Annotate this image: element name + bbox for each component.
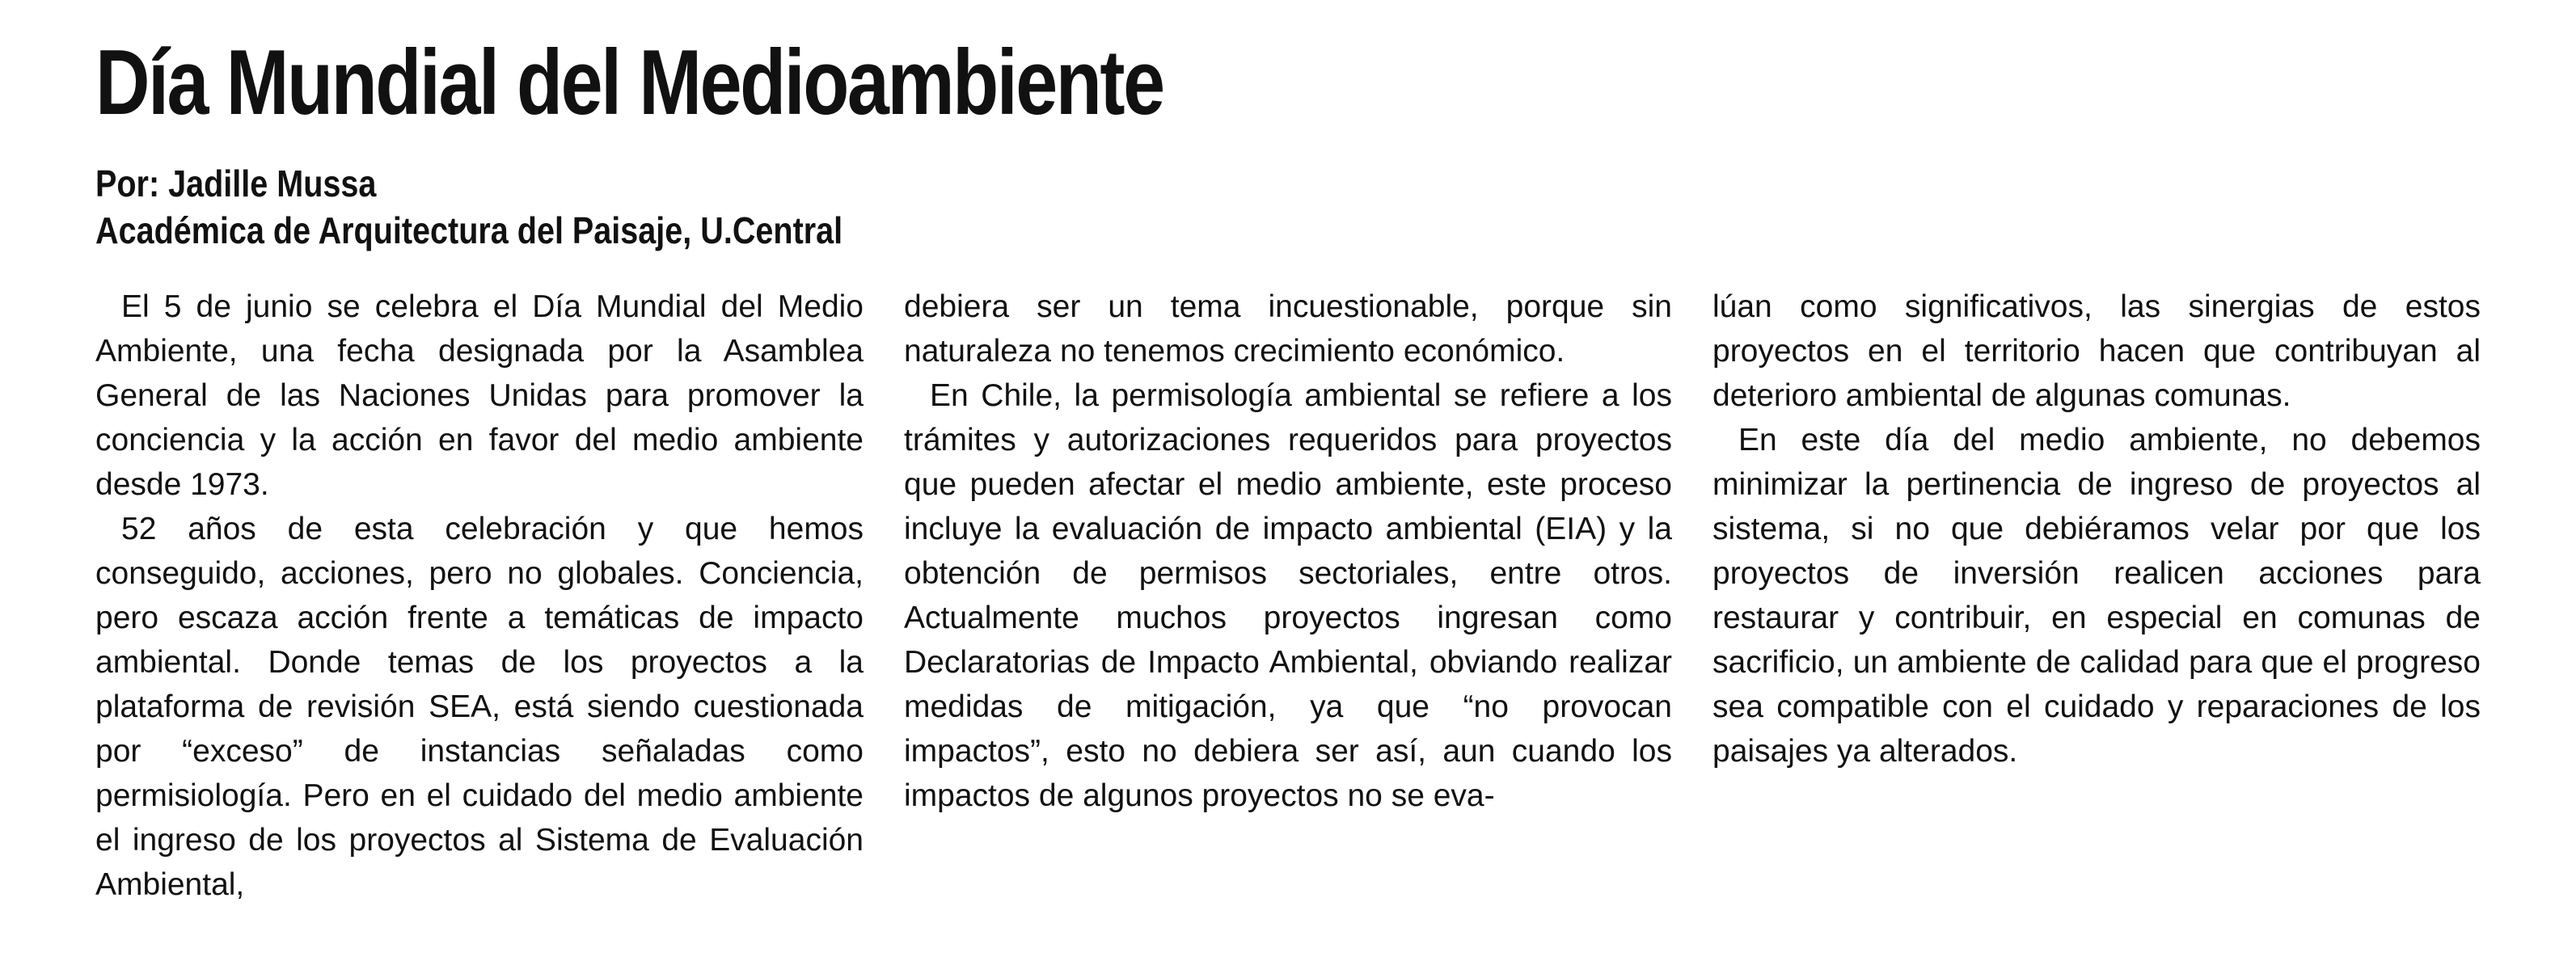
article-page	[95, 0, 2489, 978]
body-column-2	[904, 285, 1672, 818]
paragraph-continued: debiera ser un tema incuestionable, porque sin naturaleza no tenemos crecimiento económico.	[904, 289, 1672, 369]
article-title: Día Mundial del Medioambiente	[95, 32, 1163, 134]
body-column-3	[1712, 285, 2481, 774]
article-body	[95, 285, 2489, 902]
byline	[95, 160, 842, 254]
affiliation-line: Académica de Arquitectura del Paisaje, U.Central	[95, 209, 843, 251]
paragraph-continued: lúan como significativos, las sinergias de estos proyectos en el territorio hacen que contribuyan al deterioro ambiental de algunas comunas.	[1712, 289, 2481, 413]
body-column-1	[95, 285, 864, 907]
paragraph: El 5 de junio se celebra el Día Mundial del Medio Ambiente, una fecha designada por la Asamblea General de las Naciones Unidas para promover la conciencia y la acción en favor del medio ambiente desde 1973.	[95, 289, 864, 502]
paragraph: 52 años de esta celebración y que hemos conseguido, acciones, pero no globales. Conciencia, pero escaza acción frente a temáticas de impacto ambiental. Donde temas de los proyectos a la plataforma de revisión SEA, está siendo cuestionada por “exceso” de instancias señaladas como permisiología. Pero en el cuidado del medio ambiente el ingreso de los proyectos al Sistema de Evaluación Ambiental,	[95, 512, 864, 902]
author-line: Por: Jadille Mussa	[95, 162, 377, 204]
paragraph: En este día del medio ambiente, no debemos minimizar la pertinencia de ingreso de proyectos al sistema, si no que debiéramos velar por que los proyectos de inversión realicen acciones para restaurar y contribuir, en especial en comunas de sacrificio, un ambiente de calidad para que el progreso sea compatible con el cuidado y reparaciones de los paisajes ya alterados.	[1712, 423, 2481, 769]
paragraph: En Chile, la permisología ambiental se refiere a los trámites y autorizaciones requeridos para proyectos que pueden afectar el medio ambiente, este proceso incluye la evaluación de impacto ambiental (EIA) y la obtención de permisos sectoriales, entre otros. Actualmente muchos proyectos ingresan como Declaratorias de Impacto Ambiental, obviando realizar medidas de mitigación, ya que “no provocan impactos”, esto no debiera ser así, aun cuando los impactos de algunos proyectos no se eva-	[904, 378, 1672, 813]
